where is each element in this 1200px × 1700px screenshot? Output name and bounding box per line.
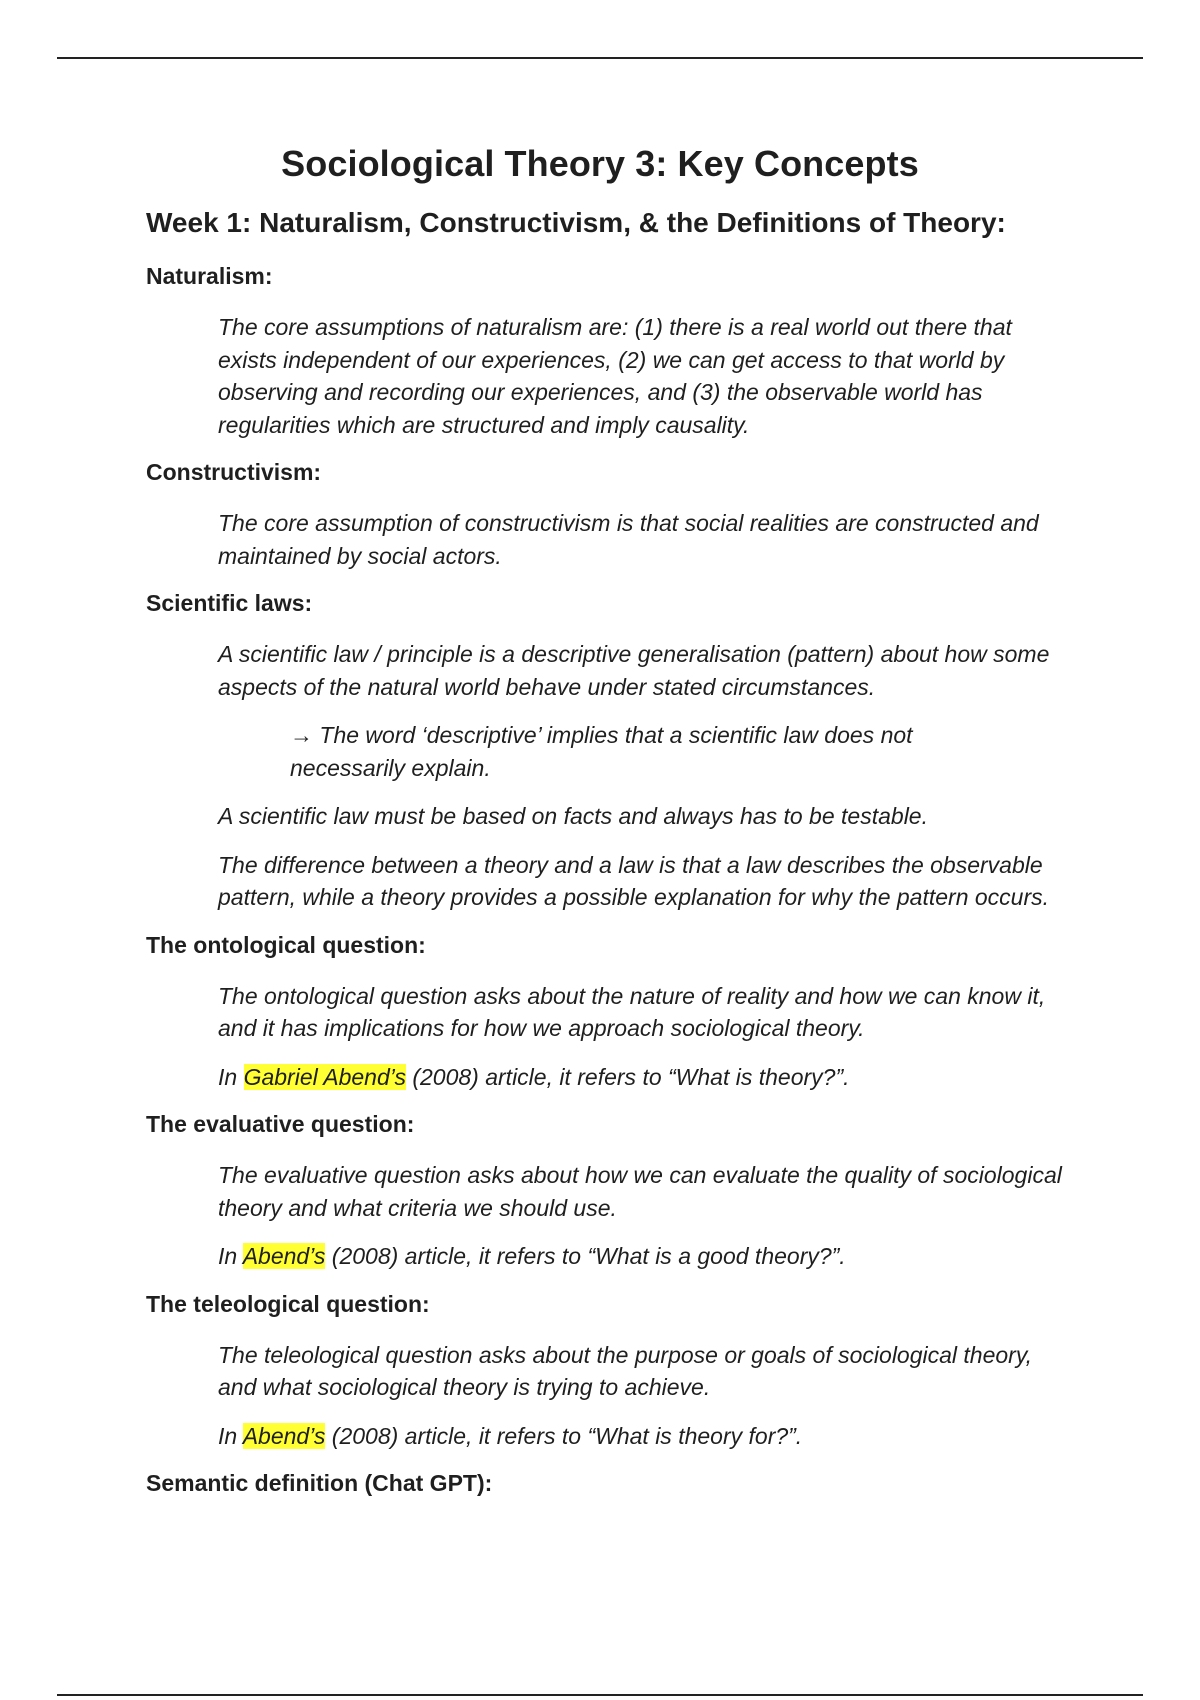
section-scientific-laws [146, 588, 1066, 914]
section-heading: The evaluative question: [146, 1111, 415, 1137]
section-heading: Semantic definition (Chat GPT): [146, 1470, 493, 1496]
document-body [146, 143, 1066, 1518]
paragraph: A scientific law must be based on facts and always has to be testable. [218, 803, 928, 829]
section-heading: The ontological question: [146, 931, 426, 958]
paragraph: The difference between a theory and a law is that a law describes the observable pattern, while a theory provides a possible explanation for why the pattern occurs. [218, 851, 1050, 910]
paragraph: A scientific law / principle is a descriptive generalisation (pattern) about how some aspects of the natural world behave under stated circumstances. [218, 641, 1050, 700]
section-evaluative-question [146, 1109, 1066, 1273]
document-title: Sociological Theory 3: Key Concepts [281, 143, 919, 184]
reference-text: (2008) article, it refers to “What is theory?”. [405, 1063, 850, 1090]
section-naturalism [146, 261, 1066, 441]
top-rule [57, 57, 1143, 59]
highlighted-author: Abend’s [242, 1422, 326, 1449]
bottom-rule [57, 1694, 1143, 1696]
section-heading: The teleological question: [146, 1290, 430, 1317]
paragraph: The evaluative question asks about how we can evaluate the quality of sociological theory and what criteria we should use. [218, 1162, 1062, 1221]
paragraph: The ontological question asks about the nature of reality and how we can know it, and it has implications for how we approach sociological theory. [218, 982, 1046, 1041]
paragraph: The teleological question asks about the purpose or goals of sociological theory, and what sociological theory is trying to achieve. [218, 1341, 1033, 1400]
week-heading: Week 1: Naturalism, Constructivism, & the Definitions of Theory: [146, 207, 1006, 238]
paragraph: The core assumption of constructivism is that social realities are constructed and maintained by social actors. [218, 510, 1039, 569]
section-ontological-question [146, 930, 1066, 1094]
section-heading: Constructivism: [146, 459, 322, 485]
section-heading: Scientific laws: [146, 590, 313, 616]
section-semantic-definition [146, 1468, 1066, 1498]
reference-line [218, 1240, 1068, 1273]
indented-note: → The word ‘descriptive’ implies that a scientific law does not necessarily explain. [290, 722, 913, 781]
reference-prefix: In [218, 1422, 243, 1449]
reference-text: (2008) article, it refers to “What is theory for?”. [325, 1422, 803, 1449]
reference-line [218, 1420, 1068, 1453]
reference-text: (2008) article, it refers to “What is a good theory?”. [325, 1243, 846, 1269]
section-constructivism [146, 457, 1066, 572]
reference-prefix: In [218, 1063, 244, 1090]
section-heading: Naturalism: [146, 263, 273, 289]
section-teleological-question [146, 1289, 1066, 1453]
highlighted-author: Abend’s [242, 1243, 326, 1269]
highlighted-author: Gabriel Abend’s [243, 1063, 406, 1090]
reference-prefix: In [218, 1243, 243, 1269]
paragraph: The core assumptions of naturalism are: (1) there is a real world out there that exists independent of our experiences, (2) we can get access to that world by observing and recording our experiences, and (3) the observable world has regularities which are structured and imply causality. [218, 314, 1012, 438]
reference-line [218, 1061, 1068, 1094]
